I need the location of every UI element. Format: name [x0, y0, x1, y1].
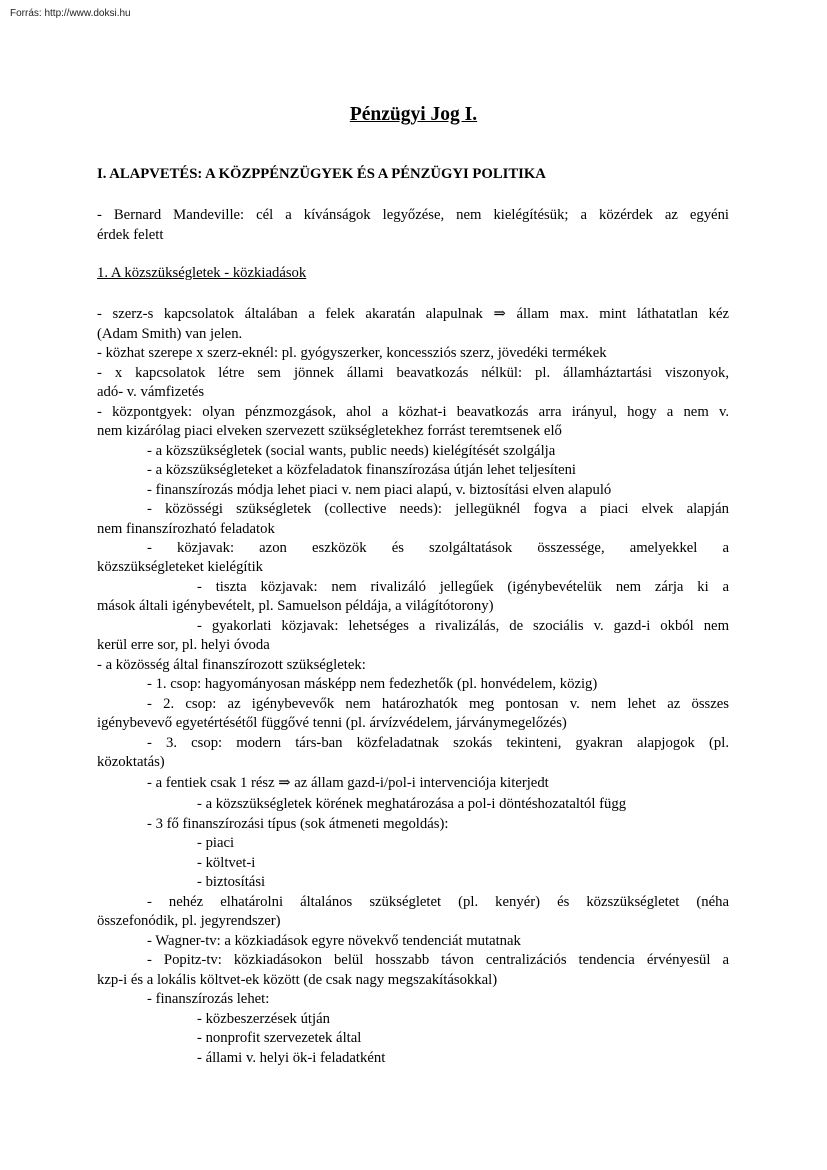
text-line: - a közszükségletek (social wants, public needs) kielégítését szolgálja: [147, 443, 556, 459]
text-line: - a fentiek csak 1 rész ⇒ az állam gazd-i/pol-i intervenciója kiterjedt: [147, 775, 549, 791]
text-line: - közjavak: azon eszközök és szolgáltatások összessége, amelyekkel a: [147, 540, 729, 556]
text-line: - közbeszerzések útján: [197, 1011, 330, 1027]
text-line: - biztosítási: [197, 874, 266, 890]
text-line: - közhat szerepe x szerz-eknél: pl. gyógyszerker, koncessziós szerz, jövedéki termékek: [97, 345, 607, 361]
text-line: nem kizárólag piaci elveken szervezett szükségletekhez forrást teremtsenek elő: [97, 423, 562, 439]
text-line: - gyakorlati közjavak: lehetséges a rivalizálás, de szociális v. gazd-i okból nem: [197, 618, 729, 634]
text-line: adó- v. vámfizetés: [97, 384, 205, 400]
text-line: összefonódik, pl. jegyrendszer): [97, 913, 281, 929]
text-line: - 1. csop: hagyományosan másképp nem fedezhetők (pl. honvédelem, közig): [147, 676, 598, 692]
text-line: - Bernard Mandeville: cél a kívánságok legyőzése, nem kielégítésük; a közérdek az egyéni: [97, 207, 729, 223]
source-label: Forrás: http://www.doksi.hu: [10, 8, 131, 19]
text-line: - x kapcsolatok létre sem jönnek állami beavatkozás nélkül: pl. államháztartási viszonyok,: [97, 365, 729, 381]
text-line: kerül erre sor, pl. helyi óvoda: [97, 637, 270, 653]
text-line: közszükségleteket kielégítik: [97, 559, 263, 575]
text-line: - 3 fő finanszírozási típus (sok átmeneti megoldás):: [147, 816, 449, 832]
text-line: - finanszírozás lehet:: [147, 991, 270, 1007]
subsection-heading: 1. A közszükségletek - közkiadások: [97, 265, 307, 281]
text-line: - a közösség által finanszírozott szükségletek:: [97, 657, 366, 673]
text-line: - állami v. helyi ök-i feladatként: [197, 1050, 386, 1066]
text-line: - Popitz-tv: közkiadásokon belül hosszabb távon centralizációs tendencia érvényesül a: [147, 952, 729, 968]
document-title: Pénzügyi Jog I.: [349, 104, 478, 125]
text-line: - nehéz elhatárolni általános szükségletet (pl. kenyér) és közszükségletet (néha: [147, 894, 729, 910]
text-line: - közösségi szükségletek (collective needs): jellegüknél fogva a piaci elvek alapján: [147, 501, 729, 517]
text-line: mások általi igénybevételt, pl. Samuelson példája, a világítótorony): [97, 598, 494, 614]
text-line: - költvet-i: [197, 855, 256, 871]
text-line: - központgyek: olyan pénzmozgások, ahol a közhat-i beavatkozás arra irányul, hogy a nem v.: [97, 404, 729, 420]
text-line: nem finanszírozható feladatok: [97, 521, 275, 537]
text-line: igénybevevő egyetértésétől függővé tenni (pl. árvízvédelem, járványmegelőzés): [97, 715, 567, 731]
text-line: - Wagner-tv: a közkiadások egyre növekvő tendenciát mutatnak: [147, 933, 521, 949]
text-line: - 2. csop: az igénybevevők nem határozhatók meg pontosan v. nem lehet az összes: [147, 696, 729, 712]
text-line: - szerz-s kapcsolatok általában a felek akaratán alapulnak ⇒ állam max. mint láthatatlan kéz: [97, 306, 729, 322]
text-line: kzp-i és a lokális költvet-ek között (de csak nagy megszakításokkal): [97, 972, 498, 988]
text-line: (Adam Smith) van jelen.: [97, 326, 243, 342]
text-line: közoktatás): [97, 754, 165, 770]
text-line: - a közszükségleteket a közfeladatok finanszírozása útján lehet teljesíteni: [147, 462, 577, 478]
text-line: - a közszükségletek körének meghatározása a pol-i döntéshozataltól függ: [197, 796, 627, 812]
text-line: érdek felett: [97, 227, 164, 243]
text-line: - piaci: [197, 835, 235, 851]
text-line: - 3. csop: modern társ-ban közfeladatnak szokás tekinteni, gyakran alapjogok (pl.: [147, 735, 729, 751]
text-line: - nonprofit szervezetek által: [197, 1030, 362, 1046]
section-heading: I. ALAPVETÉS: A KÖZPPÉNZÜGYEK ÉS A PÉNZÜGYI POLITIKA: [97, 166, 546, 182]
text-line: - tiszta közjavak: nem rivalizáló jellegűek (igénybevételük nem zárja ki a: [197, 579, 729, 595]
text-line: - finanszírozás módja lehet piaci v. nem piaci alapú, v. biztosítási elven alapuló: [147, 482, 612, 498]
